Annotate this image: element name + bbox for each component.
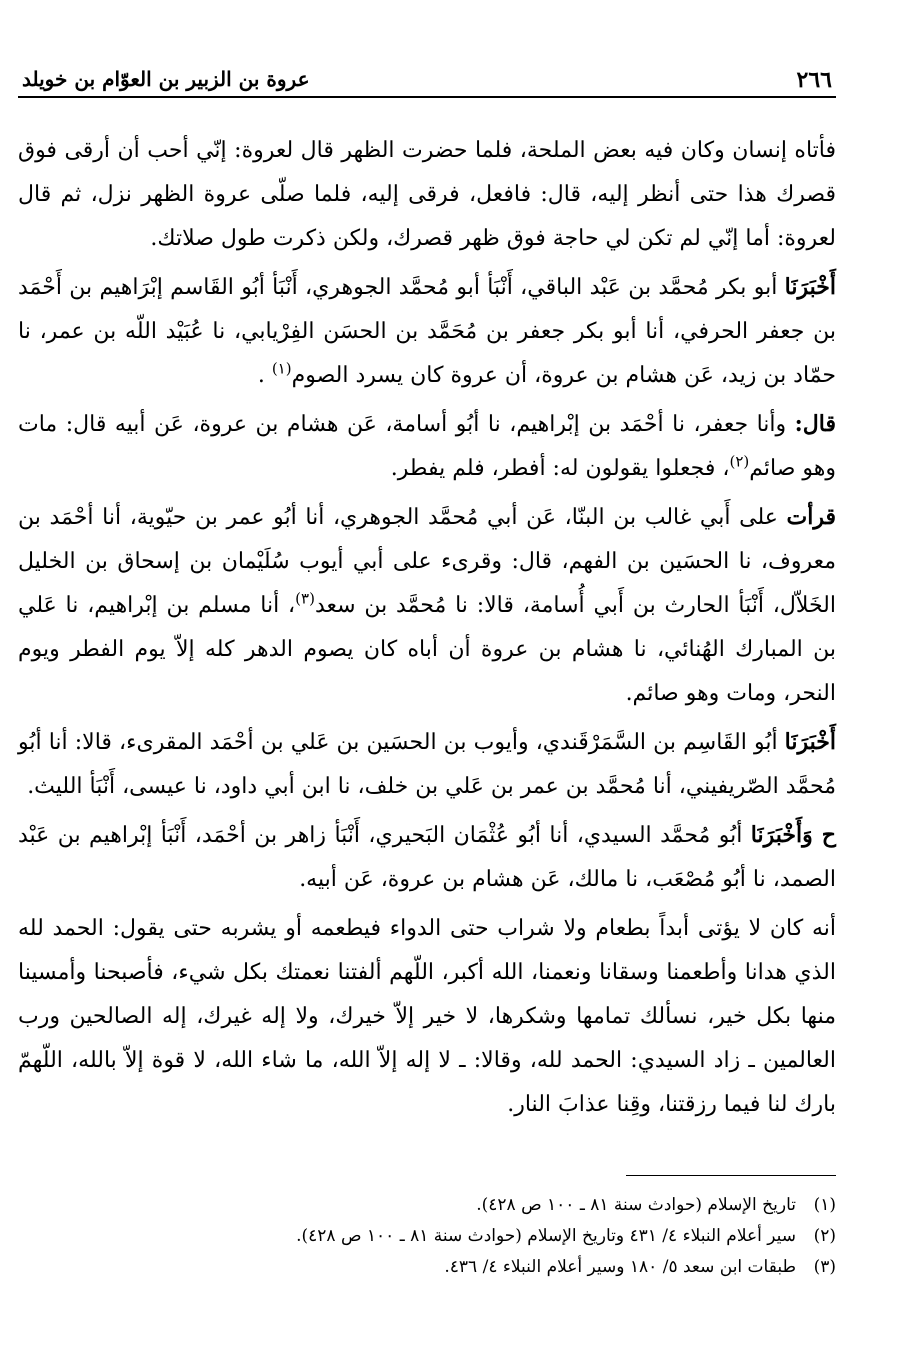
page-header bbox=[18, 52, 836, 98]
running-title: عروة بن الزبير بن العوّام بن خويلد bbox=[22, 67, 310, 91]
footnote-text: طبقات ابن سعد ٥/ ١٨٠ وسير أعلام النبلاء ٤/ ٤٣٦. bbox=[444, 1257, 796, 1277]
footnote-text: سير أعلام النبلاء ٤/ ٤٣١ وتاريخ الإسلام (حوادث سنة ٨١ ـ ١٠٠ ص ٤٢٨). bbox=[296, 1226, 796, 1246]
paragraph-1 bbox=[18, 128, 836, 261]
footnote-item bbox=[18, 1252, 836, 1283]
footnote-divider bbox=[626, 1175, 836, 1176]
footnote-item bbox=[18, 1221, 836, 1252]
paragraph-text-after: ، فجعلوا يقولون له: أفطر، فلم يفطر. bbox=[390, 456, 730, 481]
footnote-number: (١) bbox=[813, 1195, 836, 1215]
paragraph-lead: ح وَأَخْبَرَنَا bbox=[750, 822, 836, 848]
page-number: ٢٦٦ bbox=[796, 67, 832, 93]
paragraph-3 bbox=[18, 402, 836, 491]
footnote-text: تاريخ الإسلام (حوادث سنة ٨١ ـ ١٠٠ ص ٤٢٨). bbox=[476, 1195, 796, 1215]
footnote-ref-3[interactable]: (٣) bbox=[295, 589, 315, 608]
paragraph-text: أبو بكر مُحمَّد بن عَبْد الباقي، أَنْبَأ أبو مُحمَّد الجوهري، أَنْبَأ أبُو القَاسم إبْرَاهيم بن أَحْمَد بن جعفر الحرفي، أنا أبو بكر جعفر بن مُحَمَّد بن الحسَن الفِرْيابي، نا عُبَيْد اللّه بن عمر، نا حمّاد بن زيد، عَن هشام بن عروة، أن عروة كان يسرد الصوم bbox=[18, 275, 836, 388]
paragraph-text-after: . bbox=[257, 363, 272, 388]
paragraph-text: أبُو القَاسِم بن السَّمَرْقَندي، وأيوب بن الحسَين بن عَلي بن أحْمَد المقرىء، قالا: أنا أبُو مُحمَّد الصّريفيني، أنا مُحمَّد بن عمر بن عَلي بن خلف، نا ابن أبي داود، نا عيسى، أَنْبَأ الليث. bbox=[18, 730, 836, 799]
footnote-item bbox=[18, 1190, 836, 1221]
paragraph-text: أنه كان لا يؤتى أبداً بطعام ولا شراب حتى الدواء فيطعمه أو يشربه حتى يقول: الحمد لله الذي هدانا وأطعمنا وسقانا ونعمنا، الله أكبر، اللّهم ألفتنا نعمتك بكل شيء، فأصبحنا وأمسينا منها بكل خير، نسألك تمامها وشكرها، لا خير إلاّ خيرك، ولا إله غيرك، إله الصالحين ورب العالمين ـ زاد السيدي: الحمد لله، وقالا: ـ لا إله إلاّ الله، ما شاء الله، لا قوة إلاّ بالله، اللّهمّ بارك لنا فيما رزقتنا، وقِنا عذابَ النار. bbox=[18, 916, 836, 1117]
paragraph-text: فأتاه إنسان وكان فيه بعض الملحة، فلما حضرت الظهر قال لعروة: إنّي أحب أن أرقى فوق قصرك هذا حتى أنظر إليه، قال: فافعل، فرقى إليه، فلما صلّى عروة الظهر نزل، ثم قال لعروة: أما إنّي لم تكن لي حاجة فوق ظهر قصرك، ولكن ذكرت طول صلاتك. bbox=[18, 138, 836, 251]
paragraph-4 bbox=[18, 495, 836, 716]
paragraph-lead: قرأت bbox=[786, 504, 836, 530]
paragraph-text-after: ، أنا مسلم بن إبْراهيم، نا عَلي بن المبارك الهُنائي، نا هشام بن عروة أن أباه كان يصوم الدهر كله إلاّ يوم الفطر ويوم النحر، ومات وهو صائم. bbox=[18, 593, 836, 706]
paragraph-lead: قال: bbox=[794, 411, 836, 437]
footnote-ref-2[interactable]: (٢) bbox=[729, 452, 750, 471]
footnote-ref-1[interactable]: (١) bbox=[271, 359, 292, 378]
paragraph-lead: أَخْبَرَنَا bbox=[784, 729, 836, 755]
paragraph-7 bbox=[18, 906, 836, 1127]
paragraph-text: على أَبي غالب بن البنّا، عَن أبي مُحمَّد الجوهري، أنا أبُو عمر بن حيّوية، أنا أحْمَد بن معروف، نا الحسَين بن الفهم، قال: وقرىء على أبي أيوب سُلَيْمان بن إسحاق بن الخليل الخَلاّل، أَنْبَأ الحارث بن أَبي أُسامة، قالا: نا مُحمَّد بن سعد bbox=[18, 505, 836, 618]
paragraph-lead: أَخْبَرَنَا bbox=[784, 274, 836, 300]
main-text bbox=[18, 98, 836, 1283]
paragraph-text: أبُو مُحمَّد السيدي، أنا أبُو عُثْمَان البَحيري، أَنْبَأ زاهر بن أحْمَد، أَنْبَأ إبْراهيم بن عَبْد الصمد، نا أبُو مُصْعَب، نا مالك، عَن هشام بن عروة، عَن أبيه. bbox=[18, 823, 836, 892]
footnote-number: (٢) bbox=[813, 1226, 836, 1246]
footnote-number: (٣) bbox=[813, 1257, 836, 1277]
paragraph-text: وأنا جعفر، نا أحْمَد بن إبْراهيم، نا أبُو أسامة، عَن هشام بن عروة، عَن أبيه قال: مات وهو صائم bbox=[18, 412, 836, 481]
footnotes bbox=[18, 1190, 836, 1283]
paragraph-5 bbox=[18, 720, 836, 809]
paragraph-2 bbox=[18, 265, 836, 398]
book-page bbox=[18, 52, 836, 1283]
paragraph-6 bbox=[18, 813, 836, 902]
